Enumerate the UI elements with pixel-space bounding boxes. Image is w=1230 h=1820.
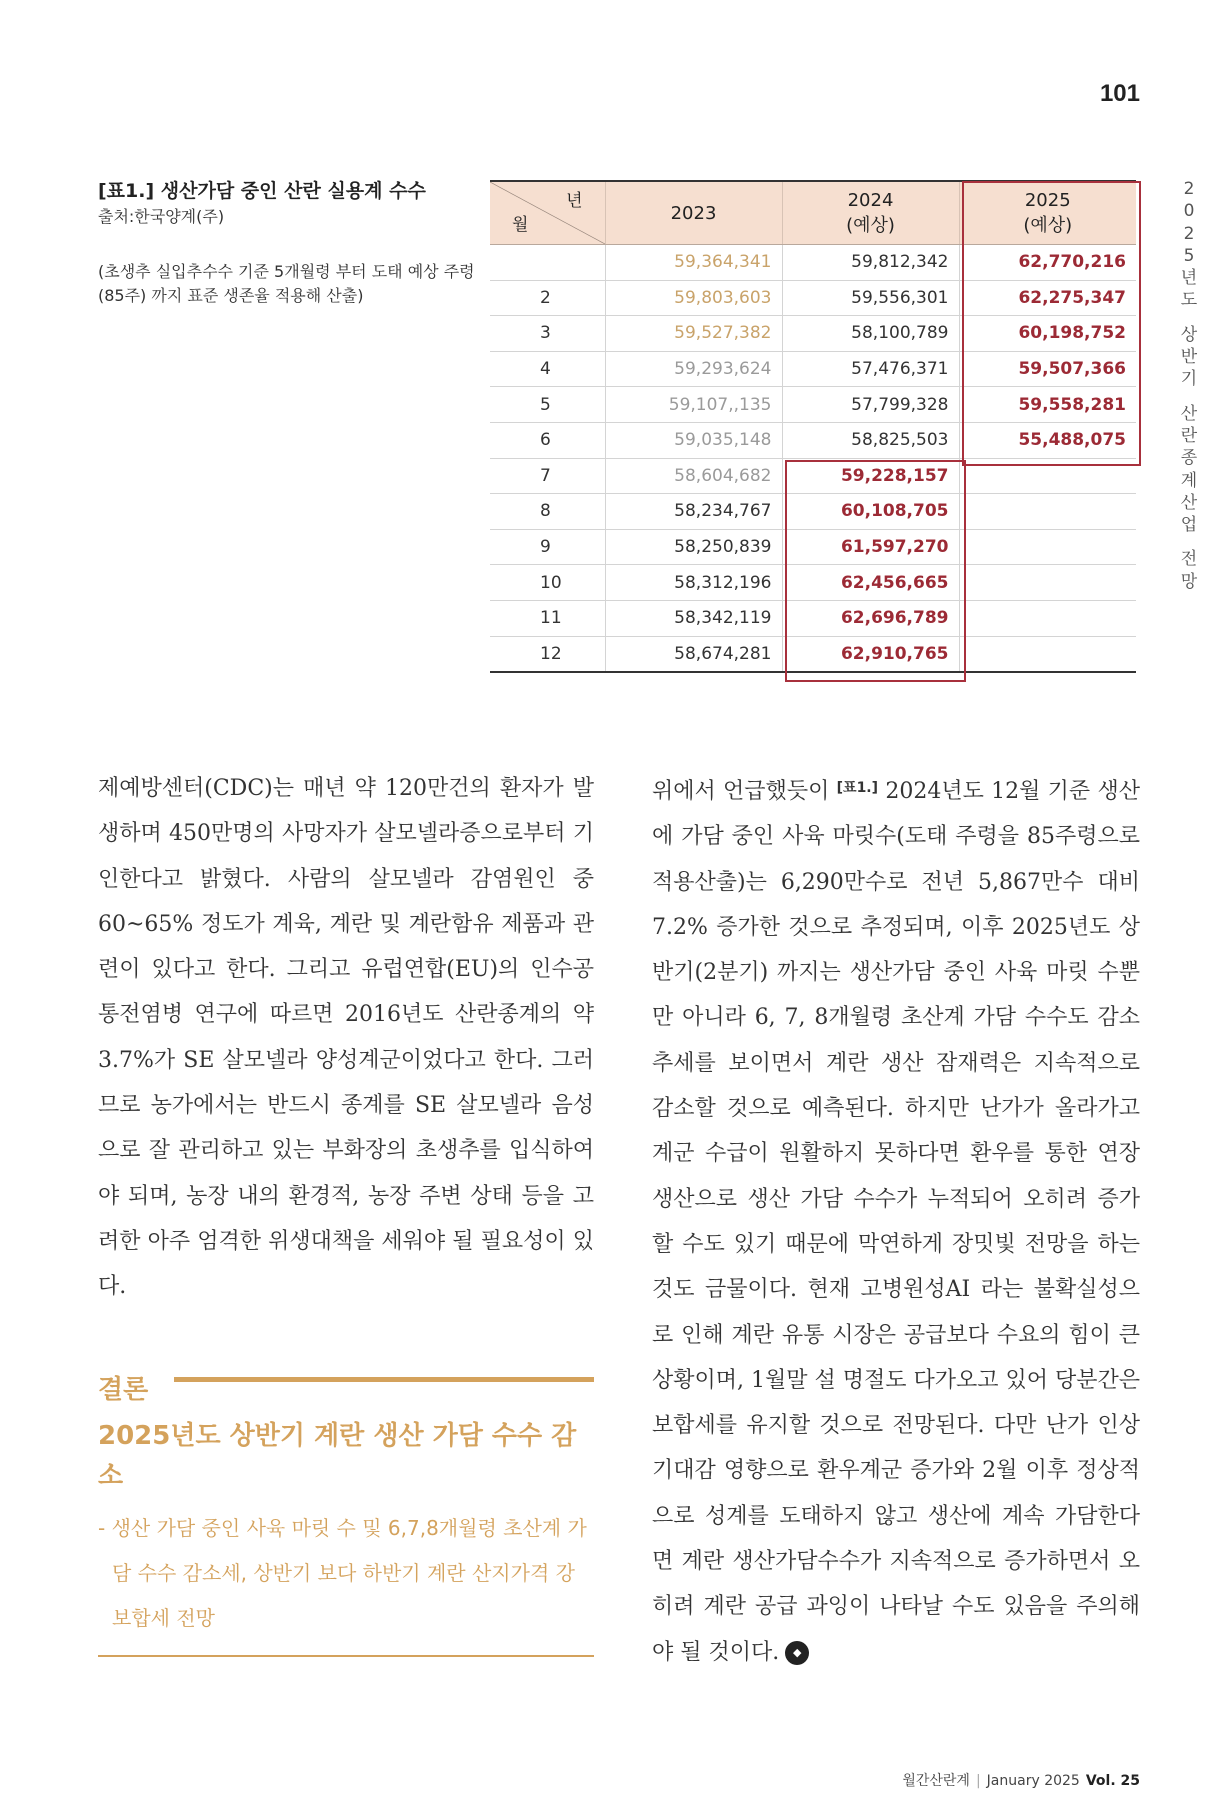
value-2024-cell: 59,556,301 bbox=[782, 280, 959, 316]
value-2023-cell: 59,107,,135 bbox=[605, 387, 782, 423]
side-title-char: 년 bbox=[1180, 268, 1198, 289]
value-2024-cell: 58,825,503 bbox=[782, 422, 959, 458]
month-cell: 3 bbox=[490, 316, 605, 352]
conclusion-kicker: 결론 bbox=[98, 1370, 594, 1410]
month-cell: 10 bbox=[490, 565, 605, 601]
value-2023-cell: 58,234,767 bbox=[605, 494, 782, 530]
right-body-text: 2024년도 12월 기준 생산에 가담 중인 사육 마릿수(도태 주령을 85주령으로 적용산출)는 6,290만수로 전년 5,867만수 대비 7.2% 증가한 것으로 추정되며, 이후 2025년도 상반기(2분기) 까지는 생산가담 중인 사육 마릿 수뿐만 아니라 6, 7, 8개월령 초산계 가담 수수도 감소 추세를 보이면서 계란 생산 잠재력은 지속적으로 감소할 것으로 예측된다. 하지만 난가가 올라가고 계군 수급이 원활하지 못하다면 환우를 통한 연장 생산으로 생산 가담 수수가 누적되어 오히려 증가할 수도 있기 때문에 막연하게 장밋빛 전망을 하는 것도 금물이다. 현재 고병원성AI 라는 불확실성으로 인해 계란 유통 시장은 공급보다 수요의 힘이 큰 상황이며, 1월말 설 명절도 다가오고 있어 당분간은 보합세를 유지할 것으로 전망된다. 다만 난가 인상 기대감 영향으로 환우계군 증가와 2월 이후 정상적으로 성계를 도태하지 않고 생산에 계속 가담한다면 계란 생산가담수수가 지속적으로 증가하면서 오히려 계란 공급 과잉이 나타날 수도 있음을 주의해야 될 것이다. bbox=[652, 779, 1140, 1665]
conclusion-summary: - 생산 가담 중인 사육 마릿 수 및 6,7,8개월령 초산계 가담 수수 감소세, 상반기 보다 하반기 계란 산지가격 강보합세 전망 bbox=[98, 1516, 587, 1630]
right-intro: 위에서 언급했듯이 bbox=[652, 779, 830, 804]
month-cell: 8 bbox=[490, 494, 605, 530]
conclusion-accent-line bbox=[174, 1377, 594, 1382]
value-2024-cell: 59,228,157 bbox=[782, 458, 959, 494]
side-title-char: 0 bbox=[1183, 201, 1195, 222]
table-row bbox=[490, 636, 1136, 672]
table-row bbox=[490, 351, 1136, 387]
month-cell: 9 bbox=[490, 529, 605, 565]
article-end-icon: ◆ bbox=[785, 1641, 809, 1665]
conclusion-bottom-rule bbox=[98, 1655, 594, 1657]
value-2025-cell: 59,558,281 bbox=[959, 387, 1136, 423]
value-2025-cell: 60,198,752 bbox=[959, 316, 1136, 352]
footer-date: January 2025 bbox=[986, 1773, 1080, 1789]
side-title-char: 상 bbox=[1180, 324, 1198, 345]
month-cell: 5 bbox=[490, 387, 605, 423]
table-row bbox=[490, 458, 1136, 494]
value-2024-cell: 62,910,765 bbox=[782, 636, 959, 672]
table-row bbox=[490, 600, 1136, 636]
value-2024-cell: 62,696,789 bbox=[782, 600, 959, 636]
layer-hen-table bbox=[490, 180, 1136, 673]
value-2023-cell: 58,674,281 bbox=[605, 636, 782, 672]
side-title-char: 산 bbox=[1180, 403, 1198, 424]
header-2024: 2024 (예상) bbox=[782, 181, 959, 245]
side-title-char: 도 bbox=[1180, 290, 1198, 311]
header-2023: 2023 bbox=[605, 181, 782, 245]
side-title-char: 망 bbox=[1180, 571, 1198, 592]
table-row bbox=[490, 316, 1136, 352]
page-number: 101 bbox=[1099, 80, 1140, 107]
table-row bbox=[490, 387, 1136, 423]
month-cell: 11 bbox=[490, 600, 605, 636]
value-2025-cell: 62,275,347 bbox=[959, 280, 1136, 316]
side-title-char: 전 bbox=[1180, 549, 1198, 570]
side-title-gap bbox=[1172, 391, 1206, 403]
conclusion-headline: 2025년도 상반기 계란 생산 가담 수수 감소 bbox=[98, 1421, 577, 1491]
value-2025-cell bbox=[959, 529, 1136, 565]
body-right-paragraph bbox=[652, 766, 1140, 1675]
value-2023-cell: 58,604,682 bbox=[605, 458, 782, 494]
value-2024-cell: 57,799,328 bbox=[782, 387, 959, 423]
value-2023-cell: 58,342,119 bbox=[605, 600, 782, 636]
value-2025-cell: 55,488,075 bbox=[959, 422, 1136, 458]
side-title-char: 산 bbox=[1180, 492, 1198, 513]
body-left-paragraph: 제예방센터(CDC)는 매년 약 120만건의 환자가 발생하며 450만명의 사망자가 살모넬라증으로부터 기인한다고 밝혔다. 사람의 살모넬라 감염원인 중 60~65% 정도가 계육, 계란 및 계란함유 제품과 관련이 있다고 한다. 그리고 유럽연합(EU)의 인수공통전염병 연구에 따르면 2016년도 산란종계의 약 3.7%가 SE 살모넬라 양성계군이었다고 한다. 그러므로 농가에서는 반드시 종계를 SE 살모넬라 음성으로 잘 관리하고 있는 부화장의 초생추를 입식하여야 되며, 농장 내의 환경적, 농장 주변 상태 등을 고려한 아주 엄격한 위생대책을 세워야 될 필요성이 있다. bbox=[98, 776, 594, 1300]
table-row bbox=[490, 565, 1136, 601]
value-2025-cell bbox=[959, 458, 1136, 494]
footer-volume: Vol. 25 bbox=[1085, 1773, 1140, 1789]
value-2023-cell: 59,293,624 bbox=[605, 351, 782, 387]
conclusion-box bbox=[98, 1370, 594, 1657]
value-2023-cell: 58,312,196 bbox=[605, 565, 782, 601]
side-title-char: 란 bbox=[1180, 425, 1198, 446]
page-footer: 월간산란계 | January 2025 Vol. 25 bbox=[902, 1773, 1140, 1789]
value-2024-cell: 61,597,270 bbox=[782, 529, 959, 565]
side-title-char: 5 bbox=[1183, 245, 1195, 266]
table-corner-header bbox=[490, 181, 605, 245]
table-reference: [표1.] bbox=[836, 780, 879, 796]
table-row bbox=[490, 422, 1136, 458]
table-row bbox=[490, 494, 1136, 530]
value-2024-cell: 59,812,342 bbox=[782, 245, 959, 281]
value-2025-cell: 59,507,366 bbox=[959, 351, 1136, 387]
side-title-char: 2 bbox=[1183, 223, 1195, 244]
table-source: 출처:한국양계(주) bbox=[98, 207, 225, 226]
side-title-char: 종 bbox=[1180, 448, 1198, 469]
table-row bbox=[490, 245, 1136, 281]
value-2024-cell: 60,108,705 bbox=[782, 494, 959, 530]
side-title-gap bbox=[1172, 536, 1206, 548]
month-cell: 2 bbox=[490, 280, 605, 316]
header-2025: 2025 (예상) bbox=[959, 181, 1136, 245]
side-title-char: 반 bbox=[1180, 347, 1198, 368]
side-title-char: 계 bbox=[1180, 470, 1198, 491]
month-cell bbox=[490, 245, 605, 281]
value-2025-cell bbox=[959, 600, 1136, 636]
side-title-gap bbox=[1172, 312, 1206, 324]
value-2025-cell bbox=[959, 494, 1136, 530]
month-cell: 6 bbox=[490, 422, 605, 458]
corner-month-label: 월 bbox=[512, 215, 529, 235]
table-title: [표1.] 생산가담 중인 산란 실용계 수수 bbox=[98, 180, 426, 202]
table-note: (초생추 실입추수수 기준 5개월령 부터 도태 예상 주령(85주) 까지 표준 생존율 적용해 산출) bbox=[98, 262, 475, 305]
table-row bbox=[490, 529, 1136, 565]
value-2023-cell: 59,527,382 bbox=[605, 316, 782, 352]
side-title-char: 업 bbox=[1180, 515, 1198, 536]
month-cell: 7 bbox=[490, 458, 605, 494]
corner-year-label: 년 bbox=[566, 191, 583, 211]
value-2023-cell: 59,035,148 bbox=[605, 422, 782, 458]
value-2025-cell bbox=[959, 565, 1136, 601]
value-2025-cell bbox=[959, 636, 1136, 672]
value-2024-cell: 62,456,665 bbox=[782, 565, 959, 601]
side-title-char: 2 bbox=[1183, 179, 1195, 199]
table-caption bbox=[98, 178, 478, 308]
value-2024-cell: 58,100,789 bbox=[782, 316, 959, 352]
value-2023-cell: 59,364,341 bbox=[605, 245, 782, 281]
footer-magazine: 월간산란계 bbox=[902, 1773, 970, 1789]
value-2023-cell: 59,803,603 bbox=[605, 280, 782, 316]
value-2023-cell: 58,250,839 bbox=[605, 529, 782, 565]
value-2024-cell: 57,476,371 bbox=[782, 351, 959, 387]
side-title bbox=[1172, 178, 1206, 593]
value-2025-cell: 62,770,216 bbox=[959, 245, 1136, 281]
side-title-char: 기 bbox=[1180, 369, 1198, 390]
table-row bbox=[490, 280, 1136, 316]
month-cell: 12 bbox=[490, 636, 605, 672]
month-cell: 4 bbox=[490, 351, 605, 387]
